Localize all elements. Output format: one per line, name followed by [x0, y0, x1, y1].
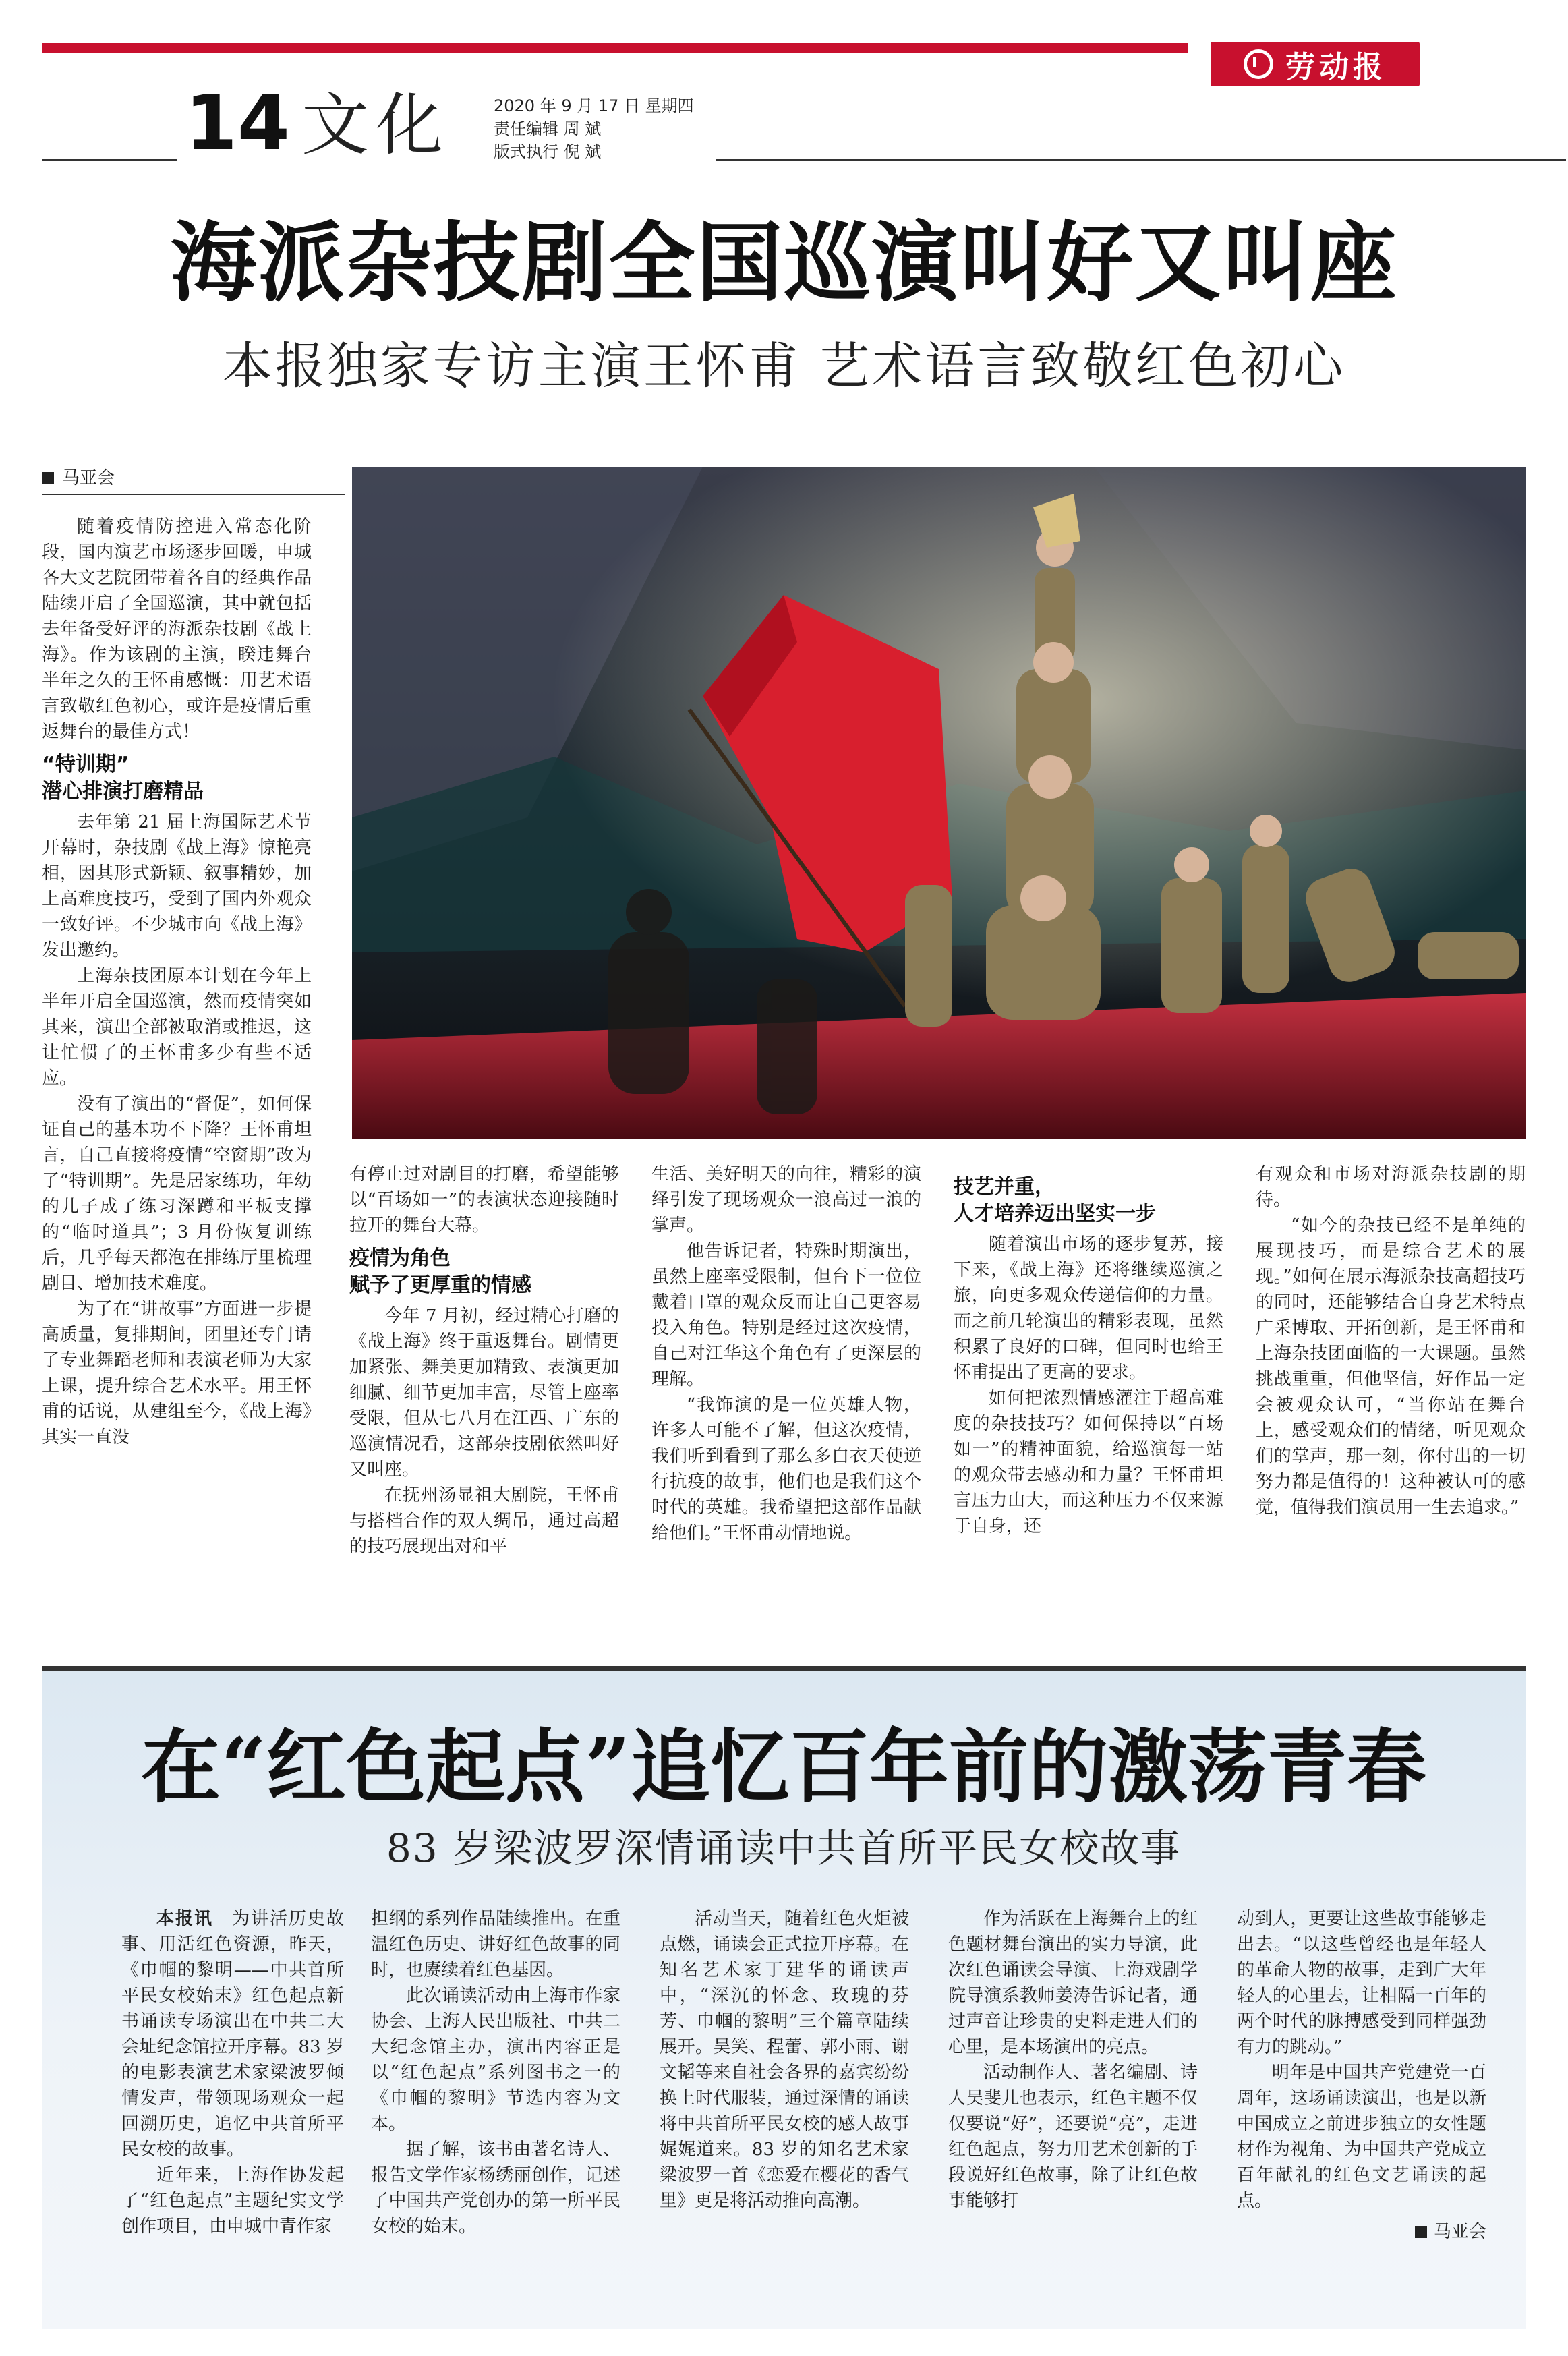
article2-headline: 在“红色起点”追忆百年前的激荡青春: [141, 1720, 1426, 1814]
issue-date: 2020 年 9 月 17 日 星期四: [494, 96, 694, 115]
article1-paragraph: 在抚州汤显祖大剧院，王怀甫与搭档合作的双人绸吊，通过高超的技巧展现出对和平: [349, 1485, 619, 1557]
article2-column-2: [371, 1906, 620, 2239]
article1-subhead-3: [954, 1174, 1223, 1228]
article2-paragraph: 活动制作人、著名编剧、诗人吴斐儿也表示，红色主题不仅仅要说“好”，还要说“亮”，走进红色起点，努力用艺术创新的手段说好红色故事，除了让红色故事能够打: [948, 2063, 1198, 2211]
header-rule-left: [42, 159, 177, 161]
article1-subhead-2: [349, 1245, 619, 1299]
page-meta: [494, 94, 694, 163]
stage-photo: [352, 467, 1526, 1139]
article1-paragraph: 有观众和市场对海派杂技剧的期待。: [1256, 1164, 1526, 1210]
article2-byline: [1237, 2219, 1486, 2245]
article1-paragraph: 上海杂技团原本计划在今年上半年开启全国巡演，然而疫情突如其来，演出全部被取消或推迟，这让忙惯了的王怀甫多少有些不适应。: [42, 966, 312, 1089]
article2-paragraph: 明年是中国共产党建党一百周年，这场诵读演出，也是以新中国成立之前进步独立的女性题材作为视角、为中国共产党成立百年献礼的红色文艺诵读的起点。: [1237, 2063, 1486, 2211]
article2-paragraph: 据了解，该书由著名诗人、报告文学作家杨绣丽创作，记述了中国共产党创办的第一所平民女校的始末。: [371, 2139, 620, 2237]
page-header: [42, 80, 1526, 174]
article1-column-1: [42, 514, 312, 1450]
masthead-rule: [42, 43, 1188, 53]
subhead-3-line-1: 技艺并重，: [954, 1175, 1055, 1199]
subhead-2-line-2: 赋予了更厚重的情感: [349, 1273, 531, 1297]
article2-paragraph: 动到人，更要让这些故事能够走出去。“以这些曾经也是年轻人的革命人物的故事，走到广大年轻人的心里去，让相隔一百年的两个时代的脉搏感受到同样强劲有力的跳动。”: [1237, 1909, 1486, 2057]
article2-paragraph: 近年来，上海作协发起了“红色起点”主题纪实文学创作项目，由申城中青作家: [121, 2165, 344, 2237]
byline-name: 马亚会: [1433, 2222, 1486, 2242]
article1-byline: [42, 467, 345, 495]
article1-paragraph: 去年第 21 届上海国际艺术节开幕时，杂技剧《战上海》惊艳亮相，因其形式新颖、叙事精妙，加上高难度技巧，受到了国内外观众一致好评。不少城市向《战上海》发出邀约。: [42, 812, 312, 960]
subhead-2-line-1: 疫情为角色: [349, 1246, 451, 1270]
article1-column-5: [1256, 1161, 1526, 1520]
section-divider: [42, 1666, 1526, 1671]
article1-paragraph: “如今的杂技已经不是单纯的展现技巧，而是综合艺术的展现。”如何在展示海派杂技高超技巧的同时，还能够结合自身艺术特点广采博取、开拓创新，是王怀甫和上海杂技团面临的一大课题。虽然挑战重重，但他坚信，好作品一定会被观众认可，“当你站在舞台上，感受观众们的情绪，听见观众们的掌声，那一刻，你付出的一切努力都是值得的！这种被认可的感觉，值得我们演员用一生去追求。”: [1256, 1215, 1526, 1518]
article1-paragraph: 随着演出市场的逐步复苏，接下来，《战上海》还将继续巡演之旅，向更多观众传递信仰的力量。而之前几轮演出的精彩表现，虽然积累了良好的口碑，但同时也给王怀甫提出了更高的要求。: [954, 1234, 1223, 1383]
article1-subheadline: 本报独家专访主演王怀甫 艺术语言致敬红色初心: [222, 337, 1346, 395]
article2-column-1: [121, 1906, 344, 2239]
article2-paragraph-text: 为讲活历史故事、用活红色资源，昨天，《巾帼的黎明——中共首所平民女校始末》红色起点新书诵读专场演出在中共二大会址纪念馆拉开序幕。83 岁的电影表演艺术家梁波罗倾情发声，带领现场观众一起回溯历史，追忆中共首所平民女校的故事。: [121, 1909, 344, 2160]
subhead-3-line-2: 人才培养迈出坚实一步: [954, 1202, 1156, 1226]
stage-photo-illustration: [352, 467, 1526, 1139]
article1-paragraph: “我饰演的是一位英雄人物，许多人可能不了解，但这次疫情，我们听到看到了那么多白衣天使逆行抗疫的故事，他们也是我们这个时代的英雄。我希望把这部作品献给他们。”王怀甫动情地说。: [651, 1395, 921, 1543]
article1-paragraph: 有停止过对剧目的打磨，希望能够以“百场如一”的表演状态迎接随时拉开的舞台大幕。: [349, 1164, 619, 1236]
article2-paragraph: [121, 1906, 344, 2162]
article1-paragraph: 今年 7 月初，经过精心打磨的《战上海》终于重返舞台。剧情更加紧张、舞美更加精致、表演更加细腻、细节更加丰富，尽管上座率受限，但从七八月在江西、广东的巡演情况看，这部杂技剧依然叫好又叫座。: [349, 1306, 619, 1480]
article2-lead: 本报讯: [156, 1909, 213, 1929]
subhead-1-line-2: 潜心排演打磨精品: [42, 780, 204, 803]
section-title: 文化: [301, 86, 450, 165]
subhead-1-line-1: “特训期”: [42, 753, 129, 776]
layout-credit: 版式执行 倪 斌: [494, 142, 602, 161]
article2-subheadline: 83 岁梁波罗深情诵读中共首所平民女校故事: [386, 1825, 1182, 1871]
article1-intro: 随着疫情防控进入常态化阶段，国内演艺市场逐步回暖，申城各大文艺院团带着各自的经典作品陆续开启了全国巡演，其中就包括去年备受好评的海派杂技剧《战上海》。作为该剧的主演，睽违舞台半年之久的王怀甫感慨：用艺术语言致敬红色初心，或许是疫情后重返舞台的最佳方式！: [42, 517, 312, 742]
article2-paragraph: 此次诵读活动由上海市作家协会、上海人民出版社、中共二大纪念馆主办，演出内容正是以“红色起点”系列图书之一的《巾帼的黎明》节选内容为文本。: [371, 1986, 620, 2134]
editor-credit: 责任编辑 周 斌: [494, 119, 602, 138]
article2-paragraph: 担纲的系列作品陆续推出。在重温红色历史、讲好红色故事的同时，也赓续着红色基因。: [371, 1909, 620, 1980]
article1-paragraph: 为了在“讲故事”方面进一步提高质量，复排期间，团里还专门请了专业舞蹈老师和表演老师为大家上课，提升综合艺术水平。用王怀甫的话说，从建组至今，《战上海》其实一直没: [42, 1299, 312, 1447]
brand-name: 劳动报: [1285, 50, 1387, 84]
article2-column-4: [948, 1906, 1198, 2214]
article1-paragraph: 生活、美好明天的向往，精彩的演绎引发了现场观众一浪高过一浪的掌声。: [651, 1164, 921, 1236]
article2-paragraph: 作为活跃在上海舞台上的红色题材舞台演出的实力导演，此次红色诵读会导演、上海戏剧学院导演系教师姜涛告诉记者，通过声音让珍贵的史料走进人们的心里，是本场演出的亮点。: [948, 1909, 1198, 2057]
article1-paragraph: 他告诉记者，特殊时期演出，虽然上座率受限制，但台下一位位戴着口罩的观众反而让自己更容易投入角色。特别是经过这次疫情，自己对江华这个角色有了更深层的理解。: [651, 1241, 921, 1389]
article1-column-3: [651, 1161, 921, 1546]
article1-headline: 海派杂技剧全国巡演叫好又叫座: [170, 212, 1398, 314]
byline-square-icon: [42, 472, 54, 484]
article1-subhead-1: [42, 751, 312, 805]
article1-paragraph: 没有了演出的“督促”，如何保证自己的基本功不下降？王怀甫坦言，自己直接将疫情“空窗期”改为了“特训期”。先是居家练功，年幼的儿子成了练习深蹲和平板支撑的“临时道具”；3 月份恢复训练后，几乎每天都泡在排练厅里梳理剧目、增加技术难度。: [42, 1094, 312, 1294]
article2-paragraph: 活动当天，随着红色火炬被点燃，诵读会正式拉开序幕。在知名艺术家丁建华的诵读声中，“深沉的怀念、玫瑰的芬芳、巾帼的黎明”三个篇章陆续展开。吴笑、程蕾、郭小雨、谢文韬等来自社会各界的嘉宾纷纷换上时代服装，通过深情的诵读将中共首所平民女校的感人故事娓娓道来。83 岁的知名艺术家梁波罗一首《恋爱在樱花的香气里》更是将活动推向高潮。: [660, 1909, 909, 2211]
byline-square-icon: [1415, 2226, 1427, 2238]
article2-column-5: [1237, 1906, 1486, 2245]
brand-logo-icon: [1244, 49, 1273, 79]
article1-column-2: [349, 1161, 619, 1559]
byline-name: 马亚会: [62, 468, 115, 488]
article2-column-3: [660, 1906, 909, 2214]
page-number: 14: [185, 80, 290, 167]
header-rule-right: [716, 159, 1566, 161]
article1-column-4: [954, 1161, 1223, 1539]
article1-paragraph: 如何把浓烈情感灌注于超高难度的杂技技巧？如何保持以“百场如一”的精神面貌，给巡演每一站的观众带去感动和力量？王怀甫坦言压力山大，而这种压力不仅来源于自身，还: [954, 1388, 1223, 1536]
